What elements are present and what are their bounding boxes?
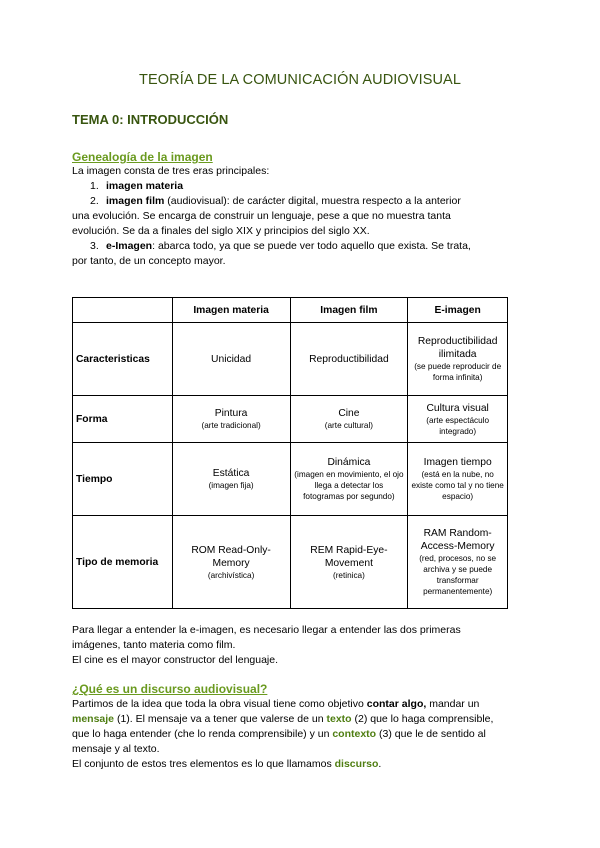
heading-genealogia: Genealogía de la imagen bbox=[72, 150, 213, 164]
list-item-2: 2. imagen film (audiovisual): de carácter digital, muestra respecto a la anterior bbox=[90, 195, 461, 207]
table-cell: Estática (imagen fija) bbox=[172, 443, 290, 516]
table-cell: Reproductibilidad ilimitada (se puede reproducir de forma infinita) bbox=[408, 323, 508, 396]
list-item-3: 3. e-Imagen: abarca todo, ya que se puede ver todo aquello que exista. Se trata, bbox=[90, 240, 471, 252]
table-row bbox=[73, 396, 508, 443]
table-cell: Pintura (arte tradicional) bbox=[172, 396, 290, 443]
list-item-2-cont: una evolución. Se encarga de construir un lenguaje, pese a que no muestra tanta bbox=[72, 210, 451, 222]
table-cell: Unicidad bbox=[172, 323, 290, 396]
table-header: Imagen film bbox=[290, 298, 408, 323]
section-title: TEMA 0: INTRODUCCIÓN bbox=[72, 112, 229, 127]
table-cell: ROM Read-Only-Memory (archivística) bbox=[172, 516, 290, 609]
paragraph-line: El conjunto de estos tres elementos es lo que llamamos discurso. bbox=[72, 758, 382, 770]
table-cell: Imagen tiempo (está en la nube, no existe como tal y no tiene espacio) bbox=[408, 443, 508, 516]
table-cell: Cine (arte cultural) bbox=[290, 396, 408, 443]
table-header: E-imagen bbox=[408, 298, 508, 323]
row-header: Tipo de memoria bbox=[73, 516, 173, 609]
list-item-3-cont: por tanto, de un concepto mayor. bbox=[72, 255, 226, 267]
paragraph-line: que lo haga entender (che lo renda comprensibile) y un contexto (3) que le de sentido al bbox=[72, 728, 486, 740]
table-row bbox=[73, 516, 508, 609]
table-header: Imagen materia bbox=[172, 298, 290, 323]
paragraph-line: imágenes, tanto materia como film. bbox=[72, 639, 236, 651]
list-item-2-cont: evolución. Se da a finales del siglo XIX y principios del siglo XX. bbox=[72, 225, 370, 237]
heading-discurso: ¿Qué es un discurso audiovisual? bbox=[72, 682, 268, 696]
table-cell: Dinámica (imagen en movimiento, el ojo llega a detectar los fotogramas por segundo) bbox=[290, 443, 408, 516]
paragraph-line: mensaje (1). El mensaje va a tener que valerse de un texto (2) que lo haga comprensible, bbox=[72, 713, 494, 725]
table-header bbox=[73, 298, 173, 323]
paragraph-line: El cine es el mayor constructor del lenguaje. bbox=[72, 654, 279, 666]
row-header: Caracteristicas bbox=[73, 323, 173, 396]
paragraph-line: Para llegar a entender la e-imagen, es necesario llegar a entender las dos primeras bbox=[72, 624, 461, 636]
row-header: Tiempo bbox=[73, 443, 173, 516]
row-header: Forma bbox=[73, 396, 173, 443]
paragraph-line: Partimos de la idea que toda la obra visual tiene como objetivo contar algo, mandar un bbox=[72, 698, 480, 710]
list-item-1: 1. imagen materia bbox=[90, 180, 184, 192]
comparison-table bbox=[72, 297, 508, 609]
table-header-row bbox=[73, 298, 508, 323]
table-cell: REM Rapid-Eye-Movement (retinica) bbox=[290, 516, 408, 609]
table-row bbox=[73, 443, 508, 516]
table-cell: Reproductibilidad bbox=[290, 323, 408, 396]
intro-text: La imagen consta de tres eras principales: bbox=[72, 165, 270, 177]
table-cell: RAM Random-Access-Memory (red, procesos, no se archiva y se puede transformar permanentemente) bbox=[408, 516, 508, 609]
table-row bbox=[73, 323, 508, 396]
table-cell: Cultura visual (arte espectáculo integrado) bbox=[408, 396, 508, 443]
paragraph-line: mensaje y al texto. bbox=[72, 743, 160, 755]
document-title: TEORÍA DE LA COMUNICACIÓN AUDIOVISUAL bbox=[139, 72, 461, 88]
